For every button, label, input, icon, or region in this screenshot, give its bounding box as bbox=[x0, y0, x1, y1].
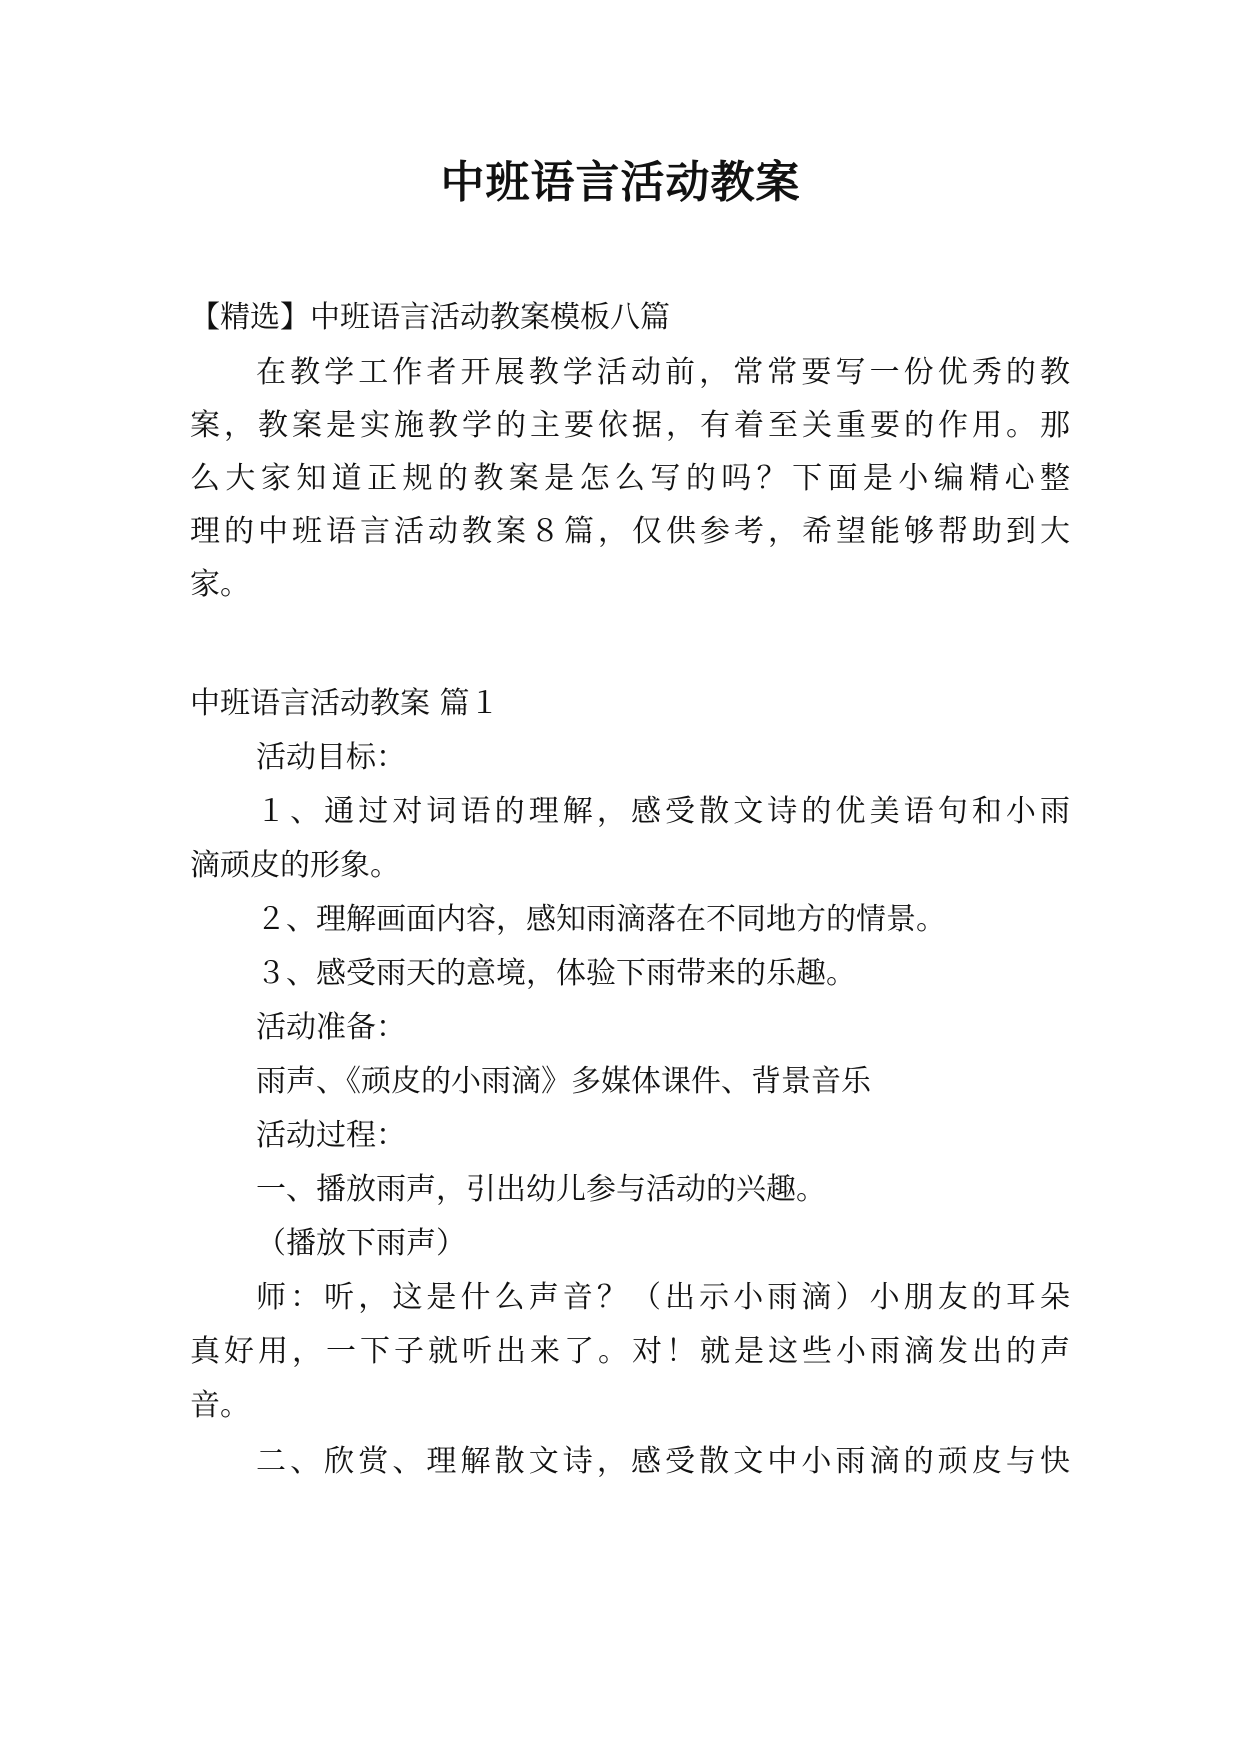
subtitle-line: 【精选】中班语言活动教案模板八篇 bbox=[190, 300, 670, 335]
paragraph-line: 滴顽皮的形象。 bbox=[190, 848, 400, 883]
document-title: 中班语言活动教案 bbox=[440, 157, 801, 208]
paragraph-line: 一、播放雨声，引出幼儿参与活动的兴趣。 bbox=[256, 1172, 826, 1207]
paragraph-line: 二、欣赏、理解散文诗，感受散文中小雨滴的顽皮与快 bbox=[256, 1444, 1070, 1479]
paragraph-line: 雨声、《顽皮的小雨滴》多媒体课件、背景音乐 bbox=[256, 1064, 871, 1099]
paragraph-line: 在教学工作者开展教学活动前，常常要写一份优秀的教 bbox=[256, 355, 1070, 390]
paragraph-line: １、通过对词语的理解，感受散文诗的优美语句和小雨 bbox=[256, 794, 1070, 829]
paragraph-line: 音。 bbox=[190, 1388, 250, 1423]
section-heading: 中班语言活动教案 篇１ bbox=[190, 686, 500, 721]
paragraph-line: ３、感受雨天的意境，体验下雨带来的乐趣。 bbox=[256, 956, 856, 991]
paragraph-line: 家。 bbox=[190, 567, 250, 602]
paragraph-line: 活动准备： bbox=[256, 1010, 406, 1045]
paragraph-line: 真好用，一下子就听出来了。对！就是这些小雨滴发出的声 bbox=[190, 1334, 1070, 1369]
paragraph-line: 活动目标： bbox=[256, 740, 406, 775]
paragraph-line: 理的中班语言活动教案８篇，仅供参考，希望能够帮助到大 bbox=[190, 514, 1070, 549]
paragraph-line: 师：听，这是什么声音？（出示小雨滴）小朋友的耳朵 bbox=[256, 1280, 1070, 1315]
paragraph-line: 么大家知道正规的教案是怎么写的吗？下面是小编精心整 bbox=[190, 461, 1070, 496]
paragraph-line: ２、理解画面内容，感知雨滴落在不同地方的情景。 bbox=[256, 902, 946, 937]
paragraph-line: 案，教案是实施教学的主要依据，有着至关重要的作用。那 bbox=[190, 408, 1070, 443]
paragraph-line: 活动过程： bbox=[256, 1118, 406, 1153]
paragraph-line: （播放下雨声） bbox=[256, 1226, 466, 1261]
